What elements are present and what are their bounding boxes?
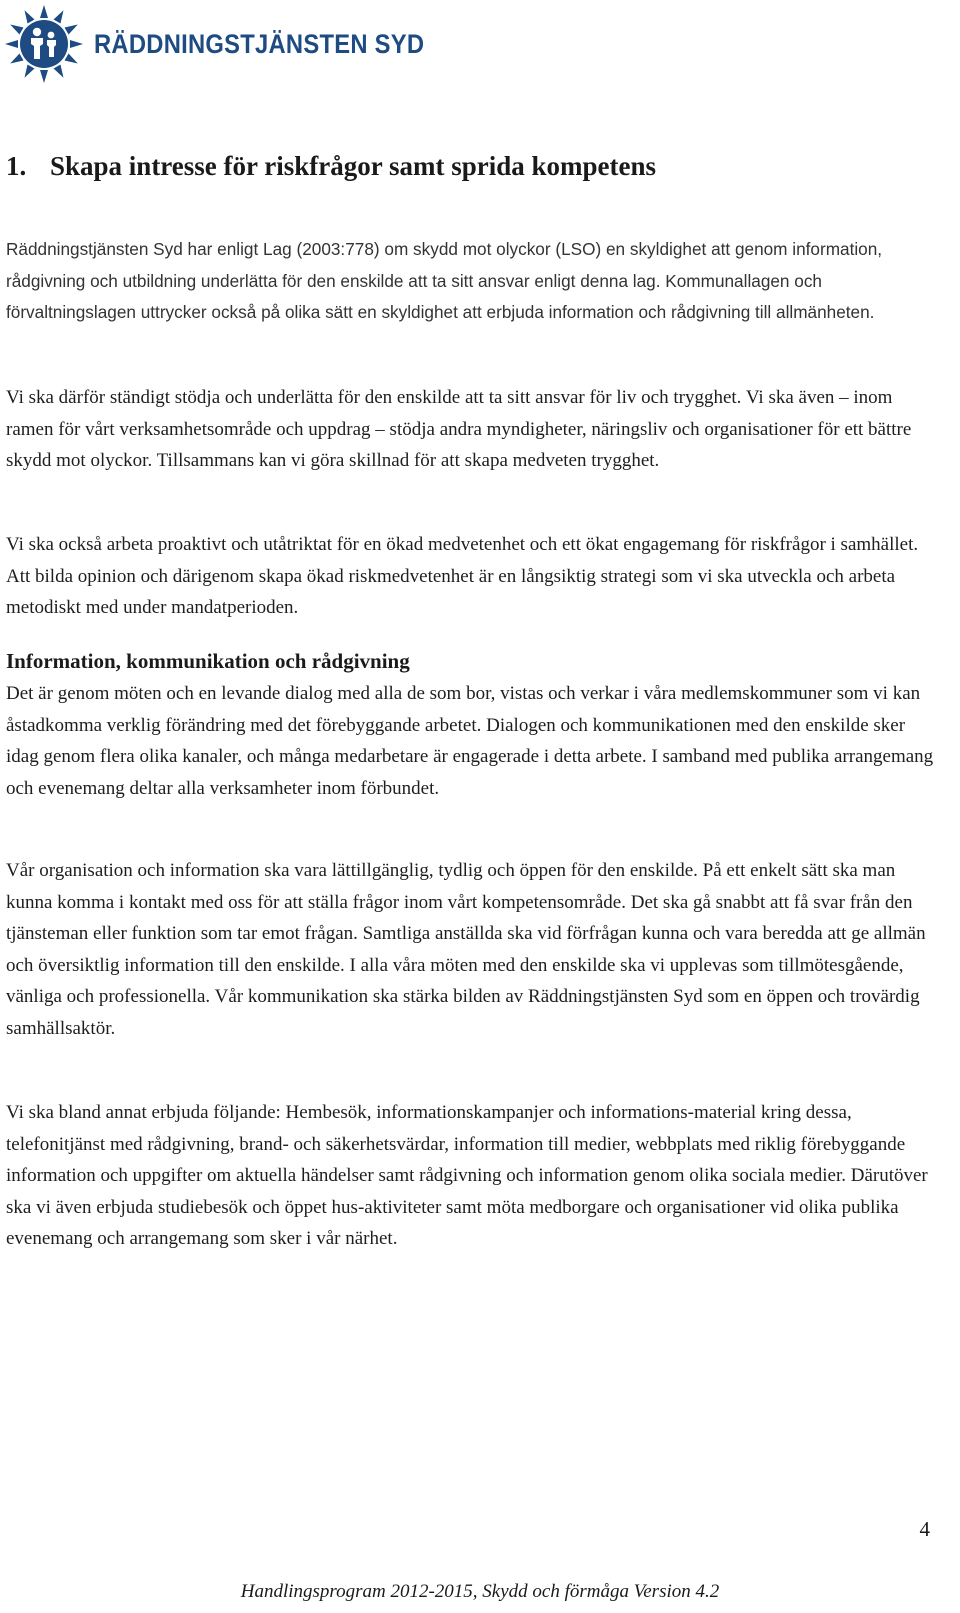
section-title: Skapa intresse för riskfrågor samt sprida kompetens [50,151,657,181]
body-paragraph: Vi ska bland annat erbjuda följande: Hembesök, informationskampanjer och informations-material kring dessa, telefonitjänst med rådgivning, brand- och säkerhetsvärdar, information till medier, webbplats med riklig förebyggande information och uppgifter om aktuella händelser samt rådgivning och information genom olika sociala medier. Därutöver ska vi även erbjuda studiebesök och öppet hus-aktiviteter samt möta medborgare och organisationer vid olika publika evenemang och arrangemang som sker i vår närhet. [6,1102,928,1250]
footer-document-title: Handlingsprogram 2012-2015, Skydd och förmåga Version 4.2 [240,1581,720,1602]
raddningstjansten-emblem-icon [4,4,84,84]
org-name: RÄDDNINGSTJÄNSTEN SYD [94,28,425,59]
section-1-heading [6,151,656,182]
page-number: 4 [919,1517,930,1541]
body-paragraph: Vår organisation och information ska vara lättillgänglig, tydlig och öppen för den enskilde. På ett enkelt sätt ska man kunna komma i kontakt med oss för att ställa frågor inom vårt kompetensområde. Det ska gå snabbt att få svar från den tjänsteman eller funktion som tar emot frågan. Samtliga anställda ska vid förfrågan kunna och vara beredda att ge allmän och översiktlig information till den enskilde. I alla våra möten med den enskilde ska vi upplevas som tillmötesgående, vänliga och professionella. Vår kommunikation ska stärka bilden av Räddningstjänsten Syd som en öppen och trovärdig samhällsaktör. [6,860,926,1039]
intro-paragraph: Räddningstjänsten Syd har enligt Lag (2003:778) om skydd mot olyckor (LSO) en skyldighet att genom information, rådgivning och utbildning underlätta för den enskilde att ta sitt ansvar enligt denna lag. Kommunallagen och förvaltningslagen uttrycker också på olika sätt en skyldighet att erbjuda information och rådgivning till allmänheten. [6,239,883,323]
header [4,2,469,86]
section-number: 1. [6,151,27,181]
body-paragraph: Det är genom möten och en levande dialog med alla de som bor, vistas och verkar i våra medlemskommuner som vi kan åstadkomma verklig förändring med det förebyggande arbetet. Dialogen och kommunikationen med den enskilde sker idag genom flera olika kanaler, och många medarbetare är engagerade i detta arbete. I samband med publika arrangemang och evenemang deltar alla verksamheter inom förbundet. [6,683,934,799]
body-paragraph: Vi ska därför ständigt stödja och underlätta för den enskilde att ta sitt ansvar för liv och trygghet. Vi ska även – inom ramen för vårt verksamhetsområde och uppdrag – stödja andra myndigheter, näringsliv och organisationer för ett bättre skydd mot olyckor. Tillsammans kan vi göra skillnad för att skapa medveten trygghet. [6,387,912,472]
section-2-heading: Information, kommunikation och rådgivning [6,649,410,673]
section-2 [6,645,934,804]
body-paragraph: Vi ska också arbeta proaktivt och utåtriktat för en ökad medvetenhet och ett ökat engagemang för riskfrågor i samhället. Att bilda opinion och därigenom skapa ökad riskmedvetenhet är en långsiktig strategi som vi ska utveckla och arbeta metodiskt med under mandatperioden. [6,534,919,619]
